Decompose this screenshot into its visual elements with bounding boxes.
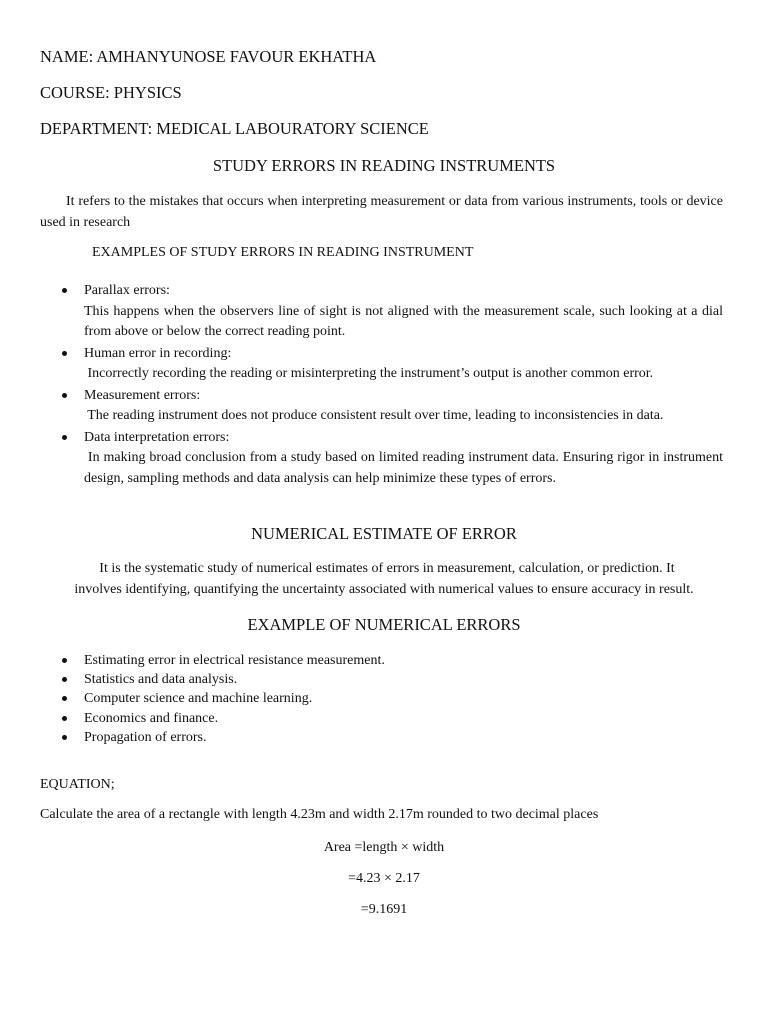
- list-item: Computer science and machine learning.: [84, 689, 723, 708]
- bullet-icon: [62, 351, 67, 356]
- section-intro-line-1: It is the systematic study of numerical estimates of errors in measurement, calculation, or prediction. It: [99, 561, 675, 576]
- list-item-title: Measurement errors:: [84, 387, 201, 403]
- bullet-icon: [62, 696, 67, 701]
- equation-line-2: =4.23 × 2.17: [348, 871, 420, 886]
- list-item: Estimating error in electrical resistance measurement.: [84, 651, 723, 670]
- list-item: [84, 281, 723, 343]
- equation-problem: Calculate the area of a rectangle with length 4.23m and width 2.17m rounded to two decimal places: [40, 807, 599, 822]
- list-item-description: In making broad conclusion from a study based on limited reading instrument data. Ensuring rigor in instrument design, sampling methods and data analysis can help minimize these types of errors.: [84, 450, 727, 486]
- bullet-icon: [62, 393, 67, 398]
- department-line: DEPARTMENT: MEDICAL LABOURATORY SCIENCE: [40, 119, 429, 138]
- list-item-description: This happens when the observers line of sight is not aligned with the measurement scale, such looking at a dial from above or below the correct reading point.: [84, 303, 723, 339]
- list-item-title: Data interpretation errors:: [84, 429, 230, 445]
- list-item: Statistics and data analysis.: [84, 670, 723, 689]
- section-title-numerical-errors: EXAMPLE OF NUMERICAL ERRORS: [247, 615, 521, 634]
- bullet-icon: [62, 658, 67, 663]
- section-intro-line-2: involves identifying, quantifying the uncertainty associated with numerical values to ensure accuracy in result.: [74, 582, 694, 597]
- equation-label: EQUATION;: [40, 777, 115, 792]
- bullet-icon: [62, 677, 67, 682]
- section-title-numerical-estimate: NUMERICAL ESTIMATE OF ERROR: [251, 524, 517, 543]
- name-line: NAME: AMHANYUNOSE FAVOUR EKHATHA: [40, 47, 377, 66]
- examples-heading: EXAMPLES OF STUDY ERRORS IN READING INSTRUMENT: [92, 245, 474, 260]
- list-item-title: Human error in recording:: [84, 345, 232, 361]
- list-item-title: Parallax errors:: [84, 283, 170, 298]
- list-item-description: Incorrectly recording the reading or misinterpreting the instrument’s output is another common error.: [84, 366, 654, 381]
- list-item: Propagation of errors.: [84, 728, 723, 747]
- course-line: COURSE: PHYSICS: [40, 83, 182, 102]
- equation-line-3: =9.1691: [360, 902, 408, 917]
- bullet-icon: [62, 716, 67, 721]
- bullet-icon: [62, 288, 67, 293]
- list-item: Economics and finance.: [84, 709, 723, 728]
- section-title-study-errors: STUDY ERRORS IN READING INSTRUMENTS: [212, 156, 556, 175]
- list-item: [84, 344, 723, 385]
- bullet-icon: [62, 435, 67, 440]
- list-item: [84, 428, 727, 490]
- study-errors-list: [84, 281, 727, 489]
- list-item: [84, 386, 723, 427]
- numerical-errors-list: [84, 651, 723, 747]
- section-intro-study-errors: It refers to the mistakes that occurs when interpreting measurement or data from various instruments, tools or device used in research: [40, 194, 723, 230]
- list-item-description: The reading instrument does not produce consistent result over time, leading to inconsistencies in data.: [84, 408, 664, 423]
- bullet-icon: [62, 735, 67, 740]
- equation-line-1: Area =length × width: [323, 840, 445, 855]
